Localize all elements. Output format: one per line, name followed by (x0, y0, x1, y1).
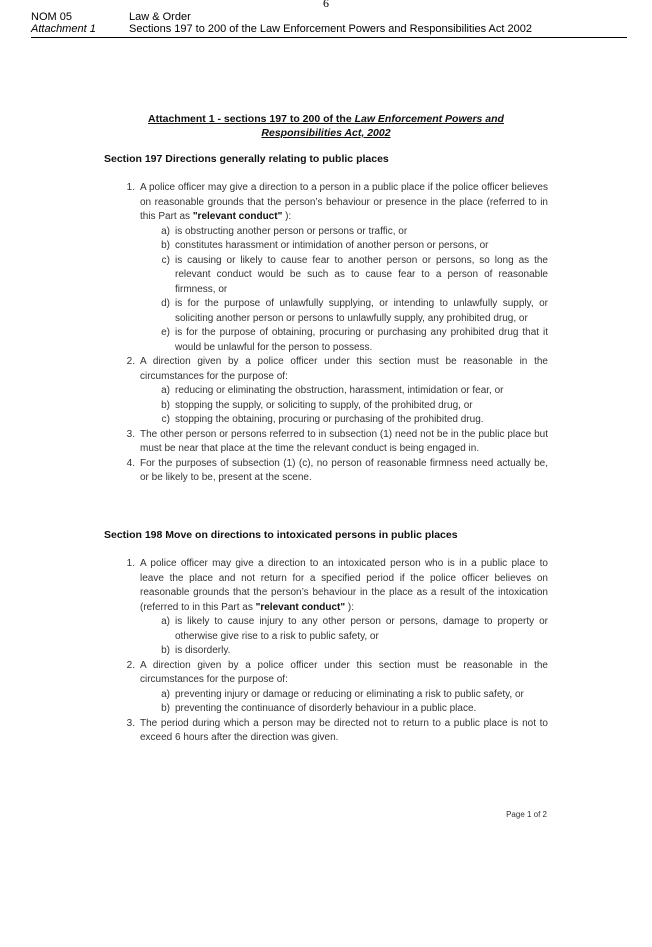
list-item (104, 659, 548, 717)
item-text: A direction given by a police officer under this section must be reasonable in the circumstances for the purpose of: (140, 659, 548, 685)
sub-item-label: c) (161, 414, 170, 425)
item-number: 4. (126, 457, 135, 469)
sub-item-text: is disorderly. (175, 645, 231, 656)
list-item (104, 428, 548, 457)
sub-item-text: is causing or likely to cause fear to another person or persons, so long as the relevant conduct would be such as to cause fear to a person of reasonable firmness, or (175, 254, 548, 295)
item-number: 3. (126, 717, 135, 729)
document-title (0, 112, 652, 140)
item-body (140, 181, 548, 355)
sub-item (140, 239, 548, 254)
sub-item (140, 688, 548, 703)
sub-item-label: c) (161, 254, 170, 266)
sub-item-text: stopping the obtaining, procuring or purchasing of the prohibited drug. (175, 414, 484, 425)
item-text: The period during which a person may be directed not to return to a public place is not to exceed 6 hours after the direction was given. (140, 717, 548, 743)
sub-item-text: stopping the supply, or soliciting to supply, of the prohibited drug, or (175, 399, 473, 411)
header-rule (31, 37, 627, 38)
sub-item (140, 615, 548, 644)
item-body (140, 717, 548, 746)
header-left (31, 11, 96, 35)
item-body (140, 428, 548, 457)
defined-term: "relevant conduct" (255, 601, 346, 613)
header-attachment: Attachment 1 (31, 23, 96, 35)
item-number: 2. (126, 356, 135, 367)
sub-item-label: a) (161, 688, 170, 700)
sub-item-label: e) (161, 327, 170, 338)
title-prefix: Attachment 1 - sections 197 to 200 of the (148, 113, 355, 125)
sub-item-label: b) (161, 645, 170, 656)
title-act-name-2: Responsibilities Act, 2002 (261, 127, 391, 139)
sub-item-text: preventing injury or damage or reducing or eliminating a risk to public safety, or (175, 688, 524, 700)
item-text: A police officer may give a direction to a person in a public place if the police officer believes on reasonable grounds that the person’s behaviour or presence in the place (referred to in this Part as "relevant conduct" ): (140, 182, 548, 222)
item-body (140, 355, 548, 428)
sub-item (140, 326, 548, 355)
item-body (140, 457, 548, 486)
header-doc-code: NOM 05 (31, 11, 72, 23)
item-number: 1. (126, 558, 135, 569)
list-item (104, 717, 548, 746)
sub-item (140, 297, 548, 326)
header-right (129, 11, 532, 35)
sub-item-text: is likely to cause injury to any other person or persons, damage to property or otherwise give rise to a risk to public safety, or (175, 616, 548, 642)
title-act-name-1: Law Enforcement Powers and (354, 113, 504, 125)
list-item (104, 181, 548, 355)
sub-item-label: b) (161, 703, 170, 714)
item-number: 1. (126, 182, 135, 193)
sub-item-label: a) (161, 616, 170, 627)
section-197-heading: Section 197 Directions generally relating to public places (104, 153, 389, 165)
section-198-list (104, 557, 548, 746)
list-item (104, 355, 548, 428)
defined-term: "relevant conduct" (192, 211, 283, 222)
header-subject: Sections 197 to 200 of the Law Enforcement Powers and Responsibilities Act 2002 (129, 23, 532, 35)
sub-item-label: a) (161, 225, 170, 237)
item-number: 3. (126, 428, 135, 440)
item-number: 2. (126, 659, 135, 671)
item-text: The other person or persons referred to in subsection (1) need not be in the public place but must be near that place at the time the relevant conduct is being engaged in. (140, 428, 548, 454)
sub-item-text: reducing or eliminating the obstruction, harassment, intimidation or fear, or (175, 385, 504, 396)
sub-item-label: a) (161, 385, 170, 396)
sub-item (140, 413, 548, 428)
list-item (104, 557, 548, 659)
item-body (140, 557, 548, 659)
sub-item-text: is for the purpose of unlawfully supplying, or intending to unlawfully supply, or soliciting another person or persons to unlawfully supply, any prohibited drug, or (175, 298, 548, 324)
page-footer: Page 1 of 2 (506, 810, 547, 819)
sub-item (140, 644, 548, 659)
sub-item-text: is for the purpose of obtaining, procuring or purchasing any prohibited drug that it would be unlawful for the person to possess. (175, 327, 548, 353)
item-body (140, 659, 548, 717)
list-item (104, 457, 548, 486)
sub-item-label: b) (161, 240, 170, 251)
header-category: Law & Order (129, 11, 191, 23)
item-text: A direction given by a police officer under this section must be reasonable in the circumstances for the purpose of: (140, 356, 548, 382)
sub-item (140, 702, 548, 717)
item-text: For the purposes of subsection (1) (c), no person of reasonable firmness need actually be, or be likely to be, present at the scene. (140, 457, 548, 483)
sub-item-label: d) (161, 298, 170, 309)
sub-item (140, 254, 548, 298)
sub-item-text: preventing the continuance of disorderly behaviour in a public place. (175, 703, 477, 714)
page-number: 6 (323, 0, 329, 10)
item-text: A police officer may give a direction to an intoxicated person who is in a public place to leave the place and not return for a specified period if the police officer believes on reasonable grounds that the person’s behaviour in the place as a result of the intoxication (referred to in this Part as "relevant conduct" ): (140, 558, 548, 613)
sub-item-text: constitutes harassment or intimidation of another person or persons, or (175, 240, 489, 251)
sub-item (140, 399, 548, 414)
section-197-list (104, 181, 548, 486)
sub-item (140, 225, 548, 240)
sub-item (140, 384, 548, 399)
sub-item-text: is obstructing another person or persons or traffic, or (175, 225, 408, 237)
section-198-heading: Section 198 Move on directions to intoxicated persons in public places (104, 529, 458, 541)
sub-item-label: b) (161, 399, 170, 411)
